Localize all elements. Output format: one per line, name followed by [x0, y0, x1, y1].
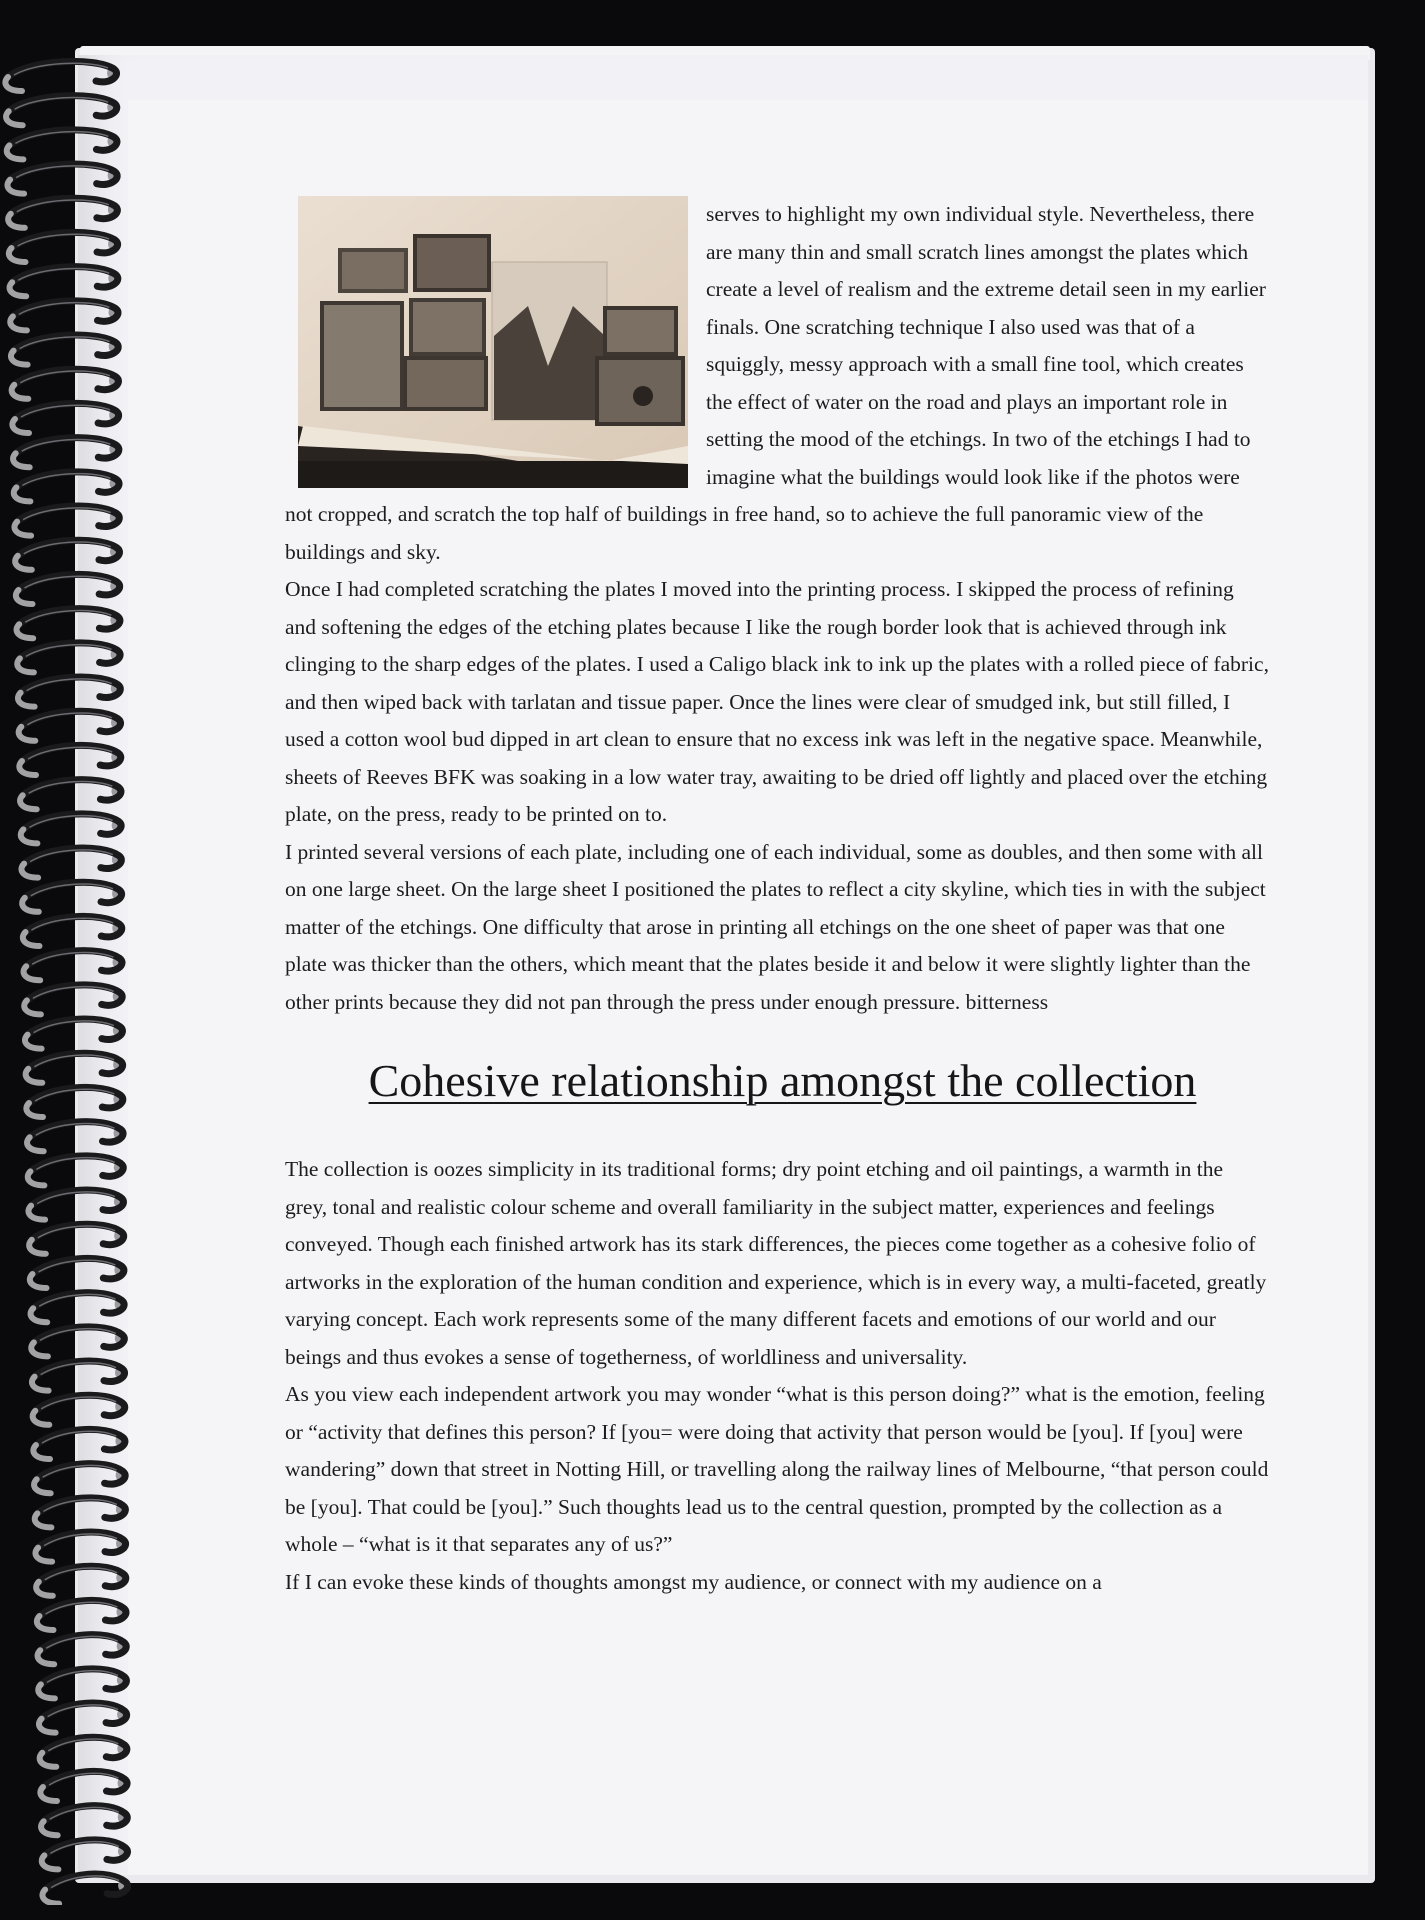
- binding-coil-back: [35, 1513, 52, 1527]
- binding-coil-back: [13, 453, 30, 467]
- paragraph: I printed several versions of each plate, including one of each individual, some as doubles, and then some with all on one large sheet. On the large sheet I positioned the plates to reflect a city skyline, which ties in with the subject matter of the etchings. One difficulty that arose in printing all etchings on the one sheet of paper was that one plate was thicker than the others, which meant that the plates beside it and below it were slightly lighter than the other prints because they did not pan through the press under enough pressure. bitterness: [285, 839, 1266, 1014]
- binding-coil-back: [42, 1855, 59, 1869]
- paragraph: The collection is oozes simplicity in its traditional forms; dry point etching and oil paintings, a warmth in the grey, tonal and realistic colour scheme and overall familiarity in the subject matter, experiences and feelings conveyed. Though each finished artwork has its stark differences, the pieces come together as a cohesive folio of artworks in the exploration of the human condition and experience, which is in every way, a multi-faceted, greatly varying concept. Each work represents some of the many different facets and emotions of our world and our beings and thus evokes a sense of togetherness, of worldliness and universality.: [285, 1157, 1267, 1369]
- binding-coil: [9, 130, 117, 150]
- binding-coil-back: [11, 351, 28, 365]
- binding-coil-back: [21, 864, 38, 878]
- binding-coil-back: [9, 248, 26, 262]
- binding-coil-back: [25, 1035, 42, 1049]
- binding-coil-back: [39, 1719, 56, 1733]
- binding-coil: [26, 951, 122, 971]
- binding-coil-back: [32, 1377, 49, 1391]
- binding-coil-back: [8, 214, 25, 228]
- binding-coil: [11, 198, 118, 218]
- binding-coil-back: [33, 1445, 50, 1459]
- binding-coil: [23, 780, 121, 800]
- section-heading: Cohesive relationship amongst the collection: [368, 1055, 1197, 1106]
- binding-coil: [21, 711, 120, 731]
- paragraphs-after: [285, 1151, 1270, 1601]
- binding-coil-back: [19, 727, 36, 741]
- binding-coil-back: [35, 1548, 52, 1562]
- binding-coil-back: [14, 487, 31, 501]
- binding-coil-back: [31, 1308, 48, 1322]
- binding-coil-back: [7, 180, 24, 194]
- binding-coil: [19, 574, 120, 594]
- binding-coil-back: [24, 1000, 41, 1014]
- binding-coil: [21, 677, 121, 697]
- binding-coil-back: [12, 419, 29, 433]
- binding-coil-back: [10, 282, 27, 296]
- binding-coil: [22, 745, 121, 765]
- binding-coil: [25, 882, 122, 902]
- etching-photo: [298, 196, 688, 488]
- binding-coil-back: [7, 145, 24, 159]
- binding-coil-back: [42, 1890, 59, 1904]
- binding-coil: [18, 540, 120, 560]
- binding-coil-back: [31, 1342, 48, 1356]
- page-content: [285, 196, 1270, 1601]
- paragraph: As you view each independent artwork you may wonder “what is this person doing?” what is the emotion, feeling or “activity that defines this person? If [you= were doing that activity that person would be [you]. If [you] were wandering” down that street in Notting Hill, or travelling along the railway lines of Melbourne, “that person could be [you]. That could be [you].” Such thoughts lead us to the central question, prompted by the collection as a whole – “what is it that separates any of us?”: [285, 1382, 1269, 1556]
- binding-coil-back: [26, 1103, 43, 1117]
- binding-coil: [16, 472, 119, 492]
- binding-coil: [24, 848, 121, 868]
- binding-coil-back: [17, 658, 34, 672]
- binding-coil: [9, 96, 117, 116]
- binding-coil-back: [28, 1206, 45, 1220]
- binding-coil: [13, 301, 118, 321]
- binding-coil-back: [28, 1171, 45, 1185]
- binding-coil: [15, 403, 119, 423]
- binding-coil-back: [19, 761, 36, 775]
- paragraph: Once I had completed scratching the plates I moved into the printing process. I skipped the process of refining and softening the edges of the etching plates because I like the rough border look that is achieved through ink clinging to the sharp edges of the plates. I used a Caligo black ink to ink up the plates with a rolled piece of fabric, and then wiped back with tarlatan and tissue paper. Once the lines were clear of smudged ink, but still filled, I used a cotton wool bud dipped in art clean to ensure that no excess ink was left in the negative space. Meanwhile, sheets of Reeves BFK was soaking in a low water tray, awaiting to be dried off lightly and placed over the etching plate, on the press, ready to be printed on to.: [285, 577, 1269, 826]
- binding-coil-back: [21, 829, 38, 843]
- binding-coil-back: [30, 1274, 47, 1288]
- binding-coil: [14, 369, 118, 389]
- binding-coil-back: [24, 966, 41, 980]
- binding-coil-back: [38, 1684, 55, 1698]
- binding-coil: [12, 232, 118, 252]
- binding-coil-back: [16, 590, 33, 604]
- binding-coil: [23, 814, 121, 834]
- binding-coil: [19, 609, 120, 629]
- binding-coil-back: [38, 1650, 55, 1664]
- binding-coil-back: [10, 316, 27, 330]
- binding-coil-back: [27, 1137, 44, 1151]
- binding-coil-back: [34, 1479, 51, 1493]
- binding-coil-back: [40, 1787, 57, 1801]
- spiral-binding: [0, 55, 140, 1905]
- binding-coil-back: [29, 1240, 46, 1254]
- binding-coil: [12, 267, 118, 287]
- etching-photo-image: [298, 196, 688, 488]
- binding-coil-back: [23, 932, 40, 946]
- paragraph: If I can evoke these kinds of thoughts amongst my audience, or connect with my audience on a: [285, 1569, 1102, 1594]
- binding-coil: [8, 61, 117, 81]
- paragraph: serves to highlight my own individual style. Nevertheless, there are many thin and small scratch lines amongst the plates which create a level of realism and the extreme detail seen in my earlier finals. One scratching technique I also used was that of a squiggly, messy approach with a small fine tool, which creates the effect of water on the road and plays an important role in setting the mood of the etchings. In two of the etchings I had to imagine what the buildings would look like if the photos were not cropped, and scratch the top half of buildings in free hand, so to achieve the full panoramic view of the buildings and sky.: [285, 202, 1266, 564]
- binding-coil: [26, 916, 122, 936]
- binding-coil-back: [26, 1069, 43, 1083]
- binding-coil-back: [18, 693, 35, 707]
- binding-coil-back: [36, 1582, 53, 1596]
- binding-coil: [10, 164, 117, 184]
- binding-coil-back: [41, 1821, 58, 1835]
- binding-coil: [16, 438, 119, 458]
- binding-coil-back: [33, 1411, 50, 1425]
- binding-coil: [20, 643, 120, 663]
- binding-coil-back: [14, 522, 31, 536]
- binding-coil-back: [40, 1753, 57, 1767]
- binding-coil-back: [12, 385, 29, 399]
- binding-coil-back: [17, 624, 34, 638]
- binding-coil: [14, 335, 119, 355]
- binding-coil: [17, 506, 119, 526]
- binding-coil-back: [15, 556, 32, 570]
- binding-coil-back: [20, 795, 37, 809]
- binding-coil-back: [22, 898, 39, 912]
- binding-coil-back: [6, 111, 23, 125]
- binding-coil-back: [37, 1616, 54, 1630]
- binding-coil-back: [5, 77, 22, 91]
